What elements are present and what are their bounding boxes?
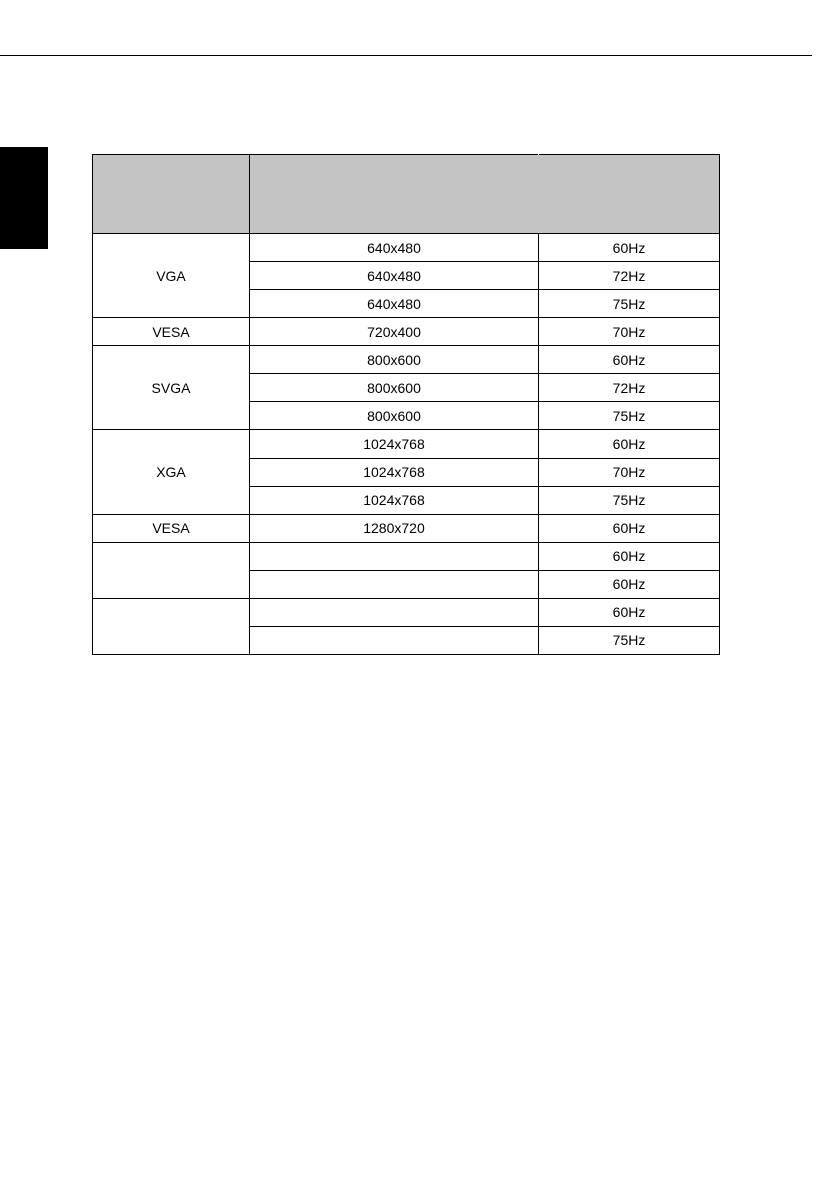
page-top-rule [0, 55, 812, 56]
header-mode-cell [93, 155, 250, 234]
mode-cell: SVGA [93, 346, 250, 430]
resolution-cell: 800x600 [250, 402, 539, 430]
table-row [93, 598, 720, 626]
refresh-rate-cell: 60Hz [539, 598, 720, 626]
table-header-row [93, 155, 720, 234]
refresh-rate-cell: 60Hz [539, 346, 720, 374]
mode-cell: VESA [93, 318, 250, 346]
resolution-cell: 1024x768 [250, 458, 539, 486]
mode-cell [93, 542, 250, 598]
refresh-rate-cell: 60Hz [539, 514, 720, 542]
resolution-cell: 720x400 [250, 318, 539, 346]
mode-cell [93, 598, 250, 654]
table-row [93, 542, 720, 570]
refresh-rate-cell: 60Hz [539, 430, 720, 458]
table-row [93, 234, 720, 262]
resolution-cell [250, 626, 539, 654]
language-side-tab [0, 147, 48, 249]
refresh-rate-cell: 75Hz [539, 626, 720, 654]
table-body [93, 234, 720, 655]
refresh-rate-cell: 60Hz [539, 570, 720, 598]
refresh-rate-cell: 70Hz [539, 318, 720, 346]
resolution-cell [250, 598, 539, 626]
resolution-cell: 800x600 [250, 374, 539, 402]
header-refresh-cell [539, 155, 720, 234]
mode-cell: VGA [93, 234, 250, 318]
refresh-rate-cell: 72Hz [539, 262, 720, 290]
resolution-cell: 800x600 [250, 346, 539, 374]
header-resolution-cell [250, 155, 539, 234]
refresh-rate-cell: 70Hz [539, 458, 720, 486]
table-row [93, 514, 720, 542]
resolution-cell [250, 570, 539, 598]
resolution-cell [250, 542, 539, 570]
display-timing-table [92, 154, 720, 655]
resolution-cell: 1024x768 [250, 430, 539, 458]
mode-cell: XGA [93, 430, 250, 514]
refresh-rate-cell: 75Hz [539, 402, 720, 430]
table-row [93, 346, 720, 374]
refresh-rate-cell: 60Hz [539, 542, 720, 570]
mode-cell: VESA [93, 514, 250, 542]
resolution-cell: 1024x768 [250, 486, 539, 514]
resolution-cell: 640x480 [250, 234, 539, 262]
refresh-rate-cell: 75Hz [539, 486, 720, 514]
resolution-cell: 640x480 [250, 290, 539, 318]
refresh-rate-cell: 60Hz [539, 234, 720, 262]
table-row [93, 318, 720, 346]
resolution-cell: 640x480 [250, 262, 539, 290]
refresh-rate-cell: 75Hz [539, 290, 720, 318]
table-row [93, 430, 720, 458]
refresh-rate-cell: 72Hz [539, 374, 720, 402]
resolution-cell: 1280x720 [250, 514, 539, 542]
